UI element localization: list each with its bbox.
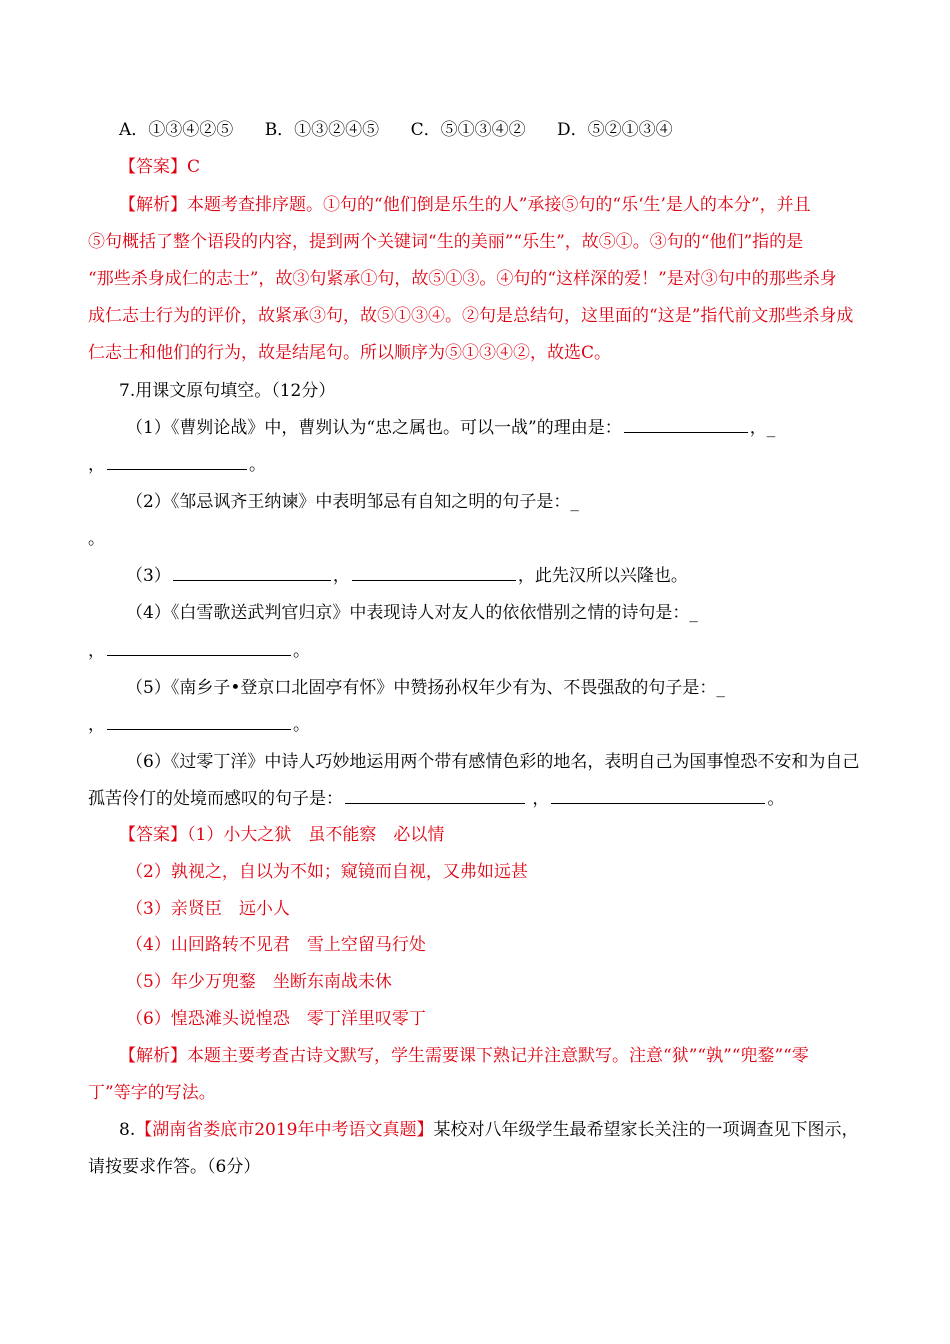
answer-tag: 【答案】 bbox=[119, 825, 187, 845]
item-text: ， bbox=[88, 641, 105, 661]
item-text: 孤苦伶仃的处境而感叹的句子是： bbox=[88, 789, 343, 809]
item-text: ，此先汉所以兴隆也。 bbox=[517, 566, 688, 586]
answer-blank[interactable] bbox=[107, 453, 247, 470]
analysis-tag: 【解析】 bbox=[119, 195, 187, 215]
q7-item-6-cont bbox=[88, 787, 784, 811]
q7-answer-2: （2）孰视之，自以为不如；窥镜而自视，又弗如远甚 bbox=[126, 862, 528, 882]
answer-text: （1）小大之狱 虽不能察 必以情 bbox=[187, 825, 445, 845]
q6-analysis-line-3: “那些杀身成仁的志士”，故③句紧承①句，故⑤①③。④句的“这样深的爱！”是对③句中的那些杀身 bbox=[88, 269, 837, 289]
question-number: 8. bbox=[119, 1120, 136, 1140]
answer-blank[interactable] bbox=[352, 564, 516, 581]
item-text: ， bbox=[332, 566, 350, 586]
answer-blank[interactable] bbox=[551, 787, 765, 804]
answer-blank[interactable] bbox=[173, 564, 331, 581]
option-a: A．①③④②⑤ bbox=[119, 120, 234, 140]
q7-item-5: （5）《南乡子•登京口北固亭有怀》中赞扬孙权年少有为、不畏强敌的句子是：_ bbox=[126, 678, 725, 698]
answer-tag: 【答案】 bbox=[119, 157, 187, 177]
question-source: 【湖南省娄底市2019年中考语文真题】 bbox=[135, 1120, 434, 1140]
q8-line-1 bbox=[119, 1118, 859, 1142]
answer-blank[interactable] bbox=[624, 416, 748, 433]
option-d: D．⑤②①③④ bbox=[557, 120, 673, 140]
item-text: 。 bbox=[249, 455, 266, 475]
q7-item-4: （4）《白雪歌送武判官归京》中表现诗人对友人的依依惜别之情的诗句是：_ bbox=[126, 603, 698, 623]
q7-item-5-cont bbox=[88, 713, 310, 737]
q7-item-1-cont bbox=[88, 453, 266, 477]
q7-answer-5: （5）年少万兜鍪 坐断东南战未休 bbox=[126, 972, 392, 992]
q6-analysis-line-4: 成仁志士行为的评价，故紧承③句，故⑤①③④。②句是总结句，这里面的“这是”指代前文那些杀身成 bbox=[88, 306, 854, 326]
q6-answer bbox=[119, 155, 200, 179]
answer-blank[interactable] bbox=[107, 713, 291, 730]
analysis-tag: 【解析】 bbox=[119, 1046, 187, 1066]
q7-answer-6: （6）惶恐滩头说惶恐 零丁洋里叹零丁 bbox=[126, 1009, 426, 1029]
q7-item-1 bbox=[126, 416, 775, 440]
q7-answer-3: （3）亲贤臣 远小人 bbox=[126, 899, 290, 919]
q7-item-2: （2）《邹忌讽齐王纳谏》中表明邹忌有自知之明的句子是：_ bbox=[126, 492, 579, 512]
q7-analysis-line-1 bbox=[119, 1044, 809, 1068]
item-text: （3） bbox=[126, 566, 171, 586]
analysis-text: 本题主要考查古诗文默写，学生需要课下熟记并注意默写。注意“狱”“孰”“兜鍪”“零 bbox=[187, 1046, 809, 1066]
q7-analysis-line-2: 丁”等字的写法。 bbox=[88, 1083, 216, 1103]
q6-analysis-line-1 bbox=[119, 193, 811, 217]
q7-item-2-cont: 。 bbox=[88, 529, 105, 549]
q7-item-3 bbox=[126, 564, 688, 588]
q7-title: 7.用课文原句填空。（12分） bbox=[119, 381, 336, 401]
q8-line-2: 请按要求作答。（6分） bbox=[88, 1157, 261, 1177]
q7-item-4-cont bbox=[88, 639, 310, 663]
answer-blank[interactable] bbox=[107, 639, 291, 656]
item-text: ， bbox=[88, 715, 105, 735]
item-text: 。 bbox=[293, 641, 310, 661]
q6-analysis-line-5: 仁志士和他们的行为，故是结尾句。所以顺序为⑤①③④②，故选C。 bbox=[88, 343, 612, 363]
q7-answer-1 bbox=[119, 823, 444, 847]
q7-item-6: （6）《过零丁洋》中诗人巧妙地运用两个带有感情色彩的地名，表明自己为国事惶恐不安和为自己 bbox=[126, 752, 860, 772]
option-c: C．⑤①③④② bbox=[410, 120, 526, 140]
item-text: 。 bbox=[767, 789, 785, 809]
item-text: ，_ bbox=[749, 418, 776, 438]
answer-value: C bbox=[187, 157, 201, 177]
item-text: ， bbox=[527, 789, 550, 809]
answer-blank[interactable] bbox=[345, 787, 525, 804]
option-b: B．①③②④⑤ bbox=[264, 120, 380, 140]
q6-analysis-line-2: ⑤句概括了整个语段的内容，提到两个关键词“生的美丽”“乐生”，故⑤①。③句的“他们”指的是 bbox=[88, 232, 804, 252]
q7-answer-4: （4）山回路转不见君 雪上空留马行处 bbox=[126, 935, 426, 955]
q6-options bbox=[119, 118, 699, 142]
question-text: 某校对八年级学生最希望家长关注的一项调查见下图示， bbox=[433, 1120, 859, 1140]
item-text: ， bbox=[88, 455, 105, 475]
item-text: （1）《曹刿论战》中，曹刿认为“忠之属也。可以一战”的理由是： bbox=[126, 418, 622, 438]
item-text: 。 bbox=[293, 715, 310, 735]
analysis-text: 本题考查排序题。①句的“他们倒是乐生的人”承接⑤句的“乐‘生’是人的本分”，并且 bbox=[187, 195, 811, 215]
